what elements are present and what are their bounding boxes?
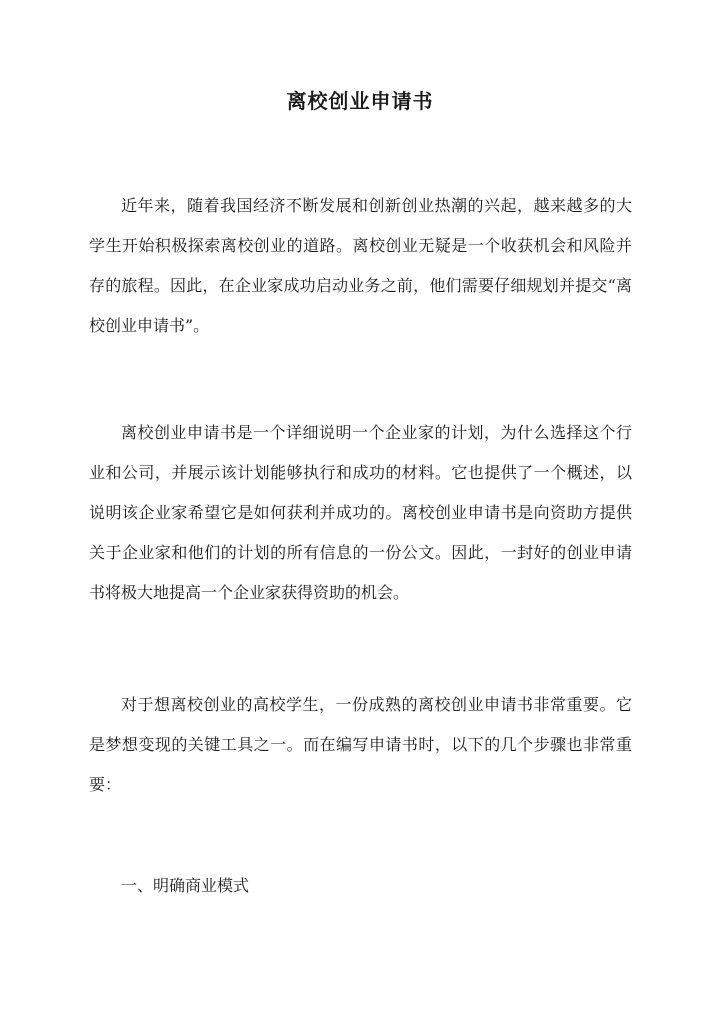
paragraph-importance: 对于想离校创业的高校学生，一份成熟的离校创业申请书非常重要。它是梦想变现的关键工具之一。而在编写申请书时，以下的几个步骤也非常重要： <box>89 695 632 794</box>
paragraph-definition: 离校创业申请书是一个详细说明一个企业家的计划，为什么选择这个行业和公司，并展示该计划能够执行和成功的材料。它也提供了一个概述，以说明该企业家希望它是如何获利并成功的。离校创业申请书是向资助方提供关于企业家和他们的计划的所有信息的一份公文。因此，一封好的创业申请书将极大地提高一个企业家获得资助的机会。 <box>89 423 632 602</box>
paragraph-intro: 近年来，随着我国经济不断发展和创新创业热潮的兴起，越来越多的大学生开始积极探索离校创业的道路。离校创业无疑是一个收获机会和风险并存的旅程。因此，在企业家成功启动业务之前，他们需要仔细规划并提交“离校创业申请书”。 <box>89 196 632 335</box>
document-title: 离校创业申请书 <box>286 89 434 113</box>
section-heading: 一、明确商业模式 <box>121 876 250 895</box>
